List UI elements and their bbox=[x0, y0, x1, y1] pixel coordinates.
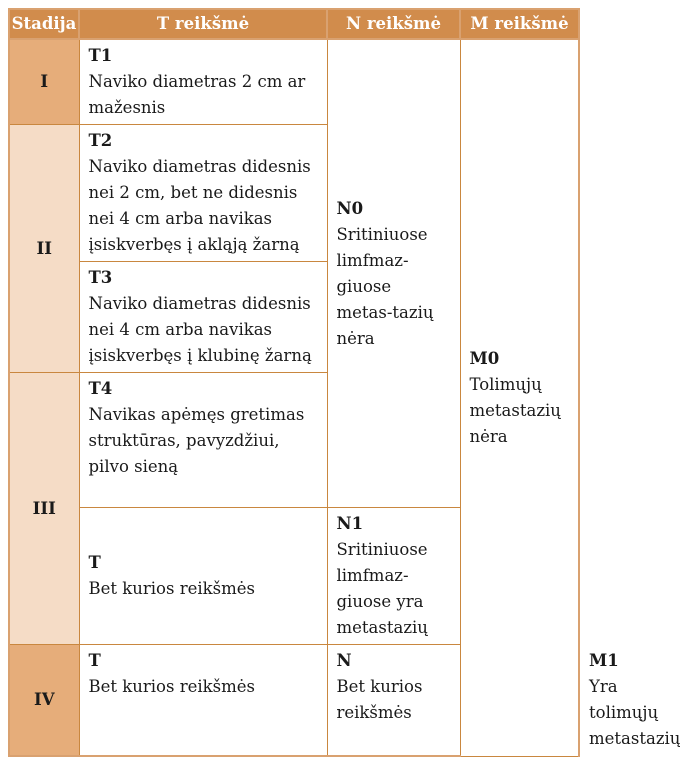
n-code: N0 bbox=[336, 198, 364, 218]
t-description: Bet kurios reikšmės bbox=[88, 579, 255, 598]
header-n-value: N reikšmė bbox=[327, 9, 460, 39]
header-m-value: M reikšmė bbox=[460, 9, 579, 39]
n-code: N1 bbox=[336, 514, 364, 533]
header-stage: Stadija bbox=[9, 9, 79, 39]
stage-cell-ii: II bbox=[9, 125, 79, 373]
t-code: T1 bbox=[88, 46, 113, 65]
t-code: T bbox=[88, 651, 101, 670]
stage-cell-iii: III bbox=[9, 373, 79, 645]
m-code: M0 bbox=[469, 348, 500, 368]
t-cell-any bbox=[79, 508, 327, 645]
n-description: Sritiniuose limfmaz-giuose metas-tazių nėra bbox=[336, 224, 434, 348]
n-cell-n1 bbox=[327, 508, 460, 645]
m-description: Tolimųjų metastazių nėra bbox=[469, 374, 561, 446]
header-row bbox=[9, 9, 579, 39]
table-row bbox=[9, 39, 579, 125]
table-row: IV T Bet kurios reikšmės N Bet kurios reikšmės M1 Yra tolimųjų metastazių bbox=[9, 645, 579, 757]
t-code: T3 bbox=[88, 268, 113, 287]
t-cell-t4 bbox=[79, 373, 327, 508]
t-code: T4 bbox=[88, 379, 113, 398]
staging-table bbox=[8, 8, 680, 757]
t-description: Naviko diametras didesnis nei 2 cm, bet ne didesnis nei 4 cm arba navikas įsiskverbęs į akląją žarną bbox=[88, 157, 311, 254]
t-description: Navikas apėmęs gretimas struktūras, pavyzdžiui, pilvo sieną bbox=[88, 405, 305, 476]
t-description: Naviko diametras 2 cm ar mažesnis bbox=[88, 72, 306, 117]
t-code: T bbox=[88, 553, 101, 572]
t-cell-t3 bbox=[79, 262, 327, 373]
t-description: Naviko diametras didesnis nei 4 cm arba navikas įsiskverbęs į klubinę žarną bbox=[88, 294, 312, 365]
n-description: Sritiniuose limfmaz-giuose yra metastazių bbox=[336, 540, 428, 637]
stage-cell-iv: IV bbox=[9, 645, 79, 757]
m-cell-m0 bbox=[460, 39, 579, 756]
header-t-value: T reikšmė bbox=[79, 9, 327, 39]
t-cell-any bbox=[79, 645, 327, 757]
n-cell-any bbox=[327, 645, 460, 757]
t-description: Bet kurios reikšmės bbox=[88, 677, 255, 696]
t-code: T2 bbox=[88, 131, 113, 150]
t-cell-t1 bbox=[79, 39, 327, 125]
n-code: N bbox=[336, 651, 352, 670]
n-cell-n0 bbox=[327, 39, 460, 508]
n-description: Bet kurios reikšmės bbox=[336, 677, 423, 722]
stage-cell-i: I bbox=[9, 39, 79, 125]
t-cell-t2 bbox=[79, 125, 327, 262]
